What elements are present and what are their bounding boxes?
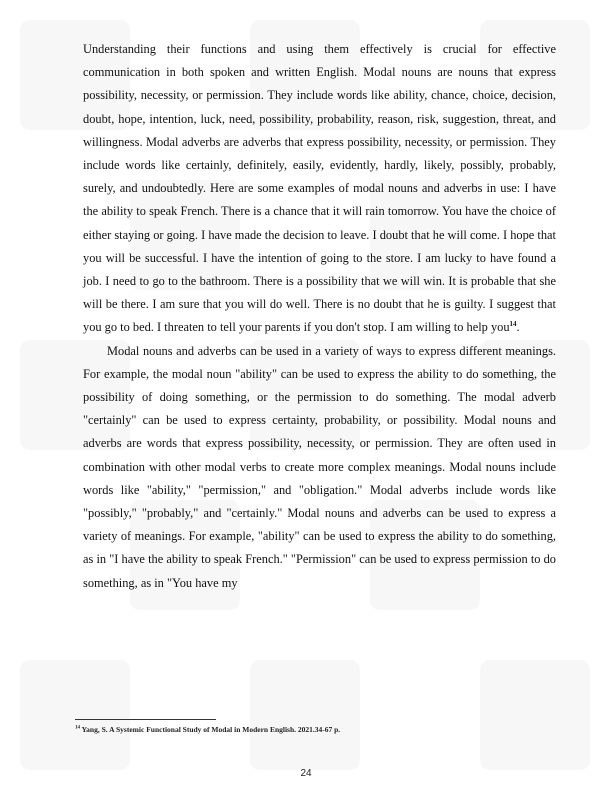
page-body bbox=[83, 38, 556, 595]
paragraph-1 bbox=[83, 38, 556, 340]
footnote bbox=[75, 725, 555, 735]
paragraph-2: Modal nouns and adverbs can be used in a variety of ways to express different meanings. For example, the modal noun "ability" can be used to express the ability to do something, the possibility of doing something, or the permission to do something. The modal adverb "certainly" can be used to express certainty, probability, or possibility. Modal nouns and adverbs are words that express possibility, necessity, or permission. They are often used in combination with other modal verbs to create more complex meanings. Modal nouns include words like "ability," "permission," and "obligation." Modal adverbs include words like "possibly," "probably," and "certainly." Modal nouns and adverbs can be used to express a variety of meanings. For example, "ability" can be used to express the ability to do something, as in "I have the ability to speak French." "Permission" can be used to express permission to do something, as in "You have my bbox=[83, 343, 556, 590]
paragraph-1-end: . bbox=[516, 320, 520, 335]
page-number: 24 bbox=[300, 768, 312, 779]
paragraph-1-text: Understanding their functions and using them effectively is crucial for effective communication in both spoken and written English. Modal nouns are nouns that express possibility, necessity, or permission. They include words like ability, chance, choice, decision, doubt, hope, intention, luck, need, possibility, probability, reason, risk, suggestion, threat, and willingness. Modal adverbs are adverbs that express possibility, necessity, or permission. They include words like certainly, definitely, easily, evidently, hardly, likely, possibly, probably, surely, and undoubtedly. Here are some examples of modal nouns and adverbs in use: I have the ability to speak French. There is a chance that it will rain tomorrow. You have the choice of either staying or going. I have made the decision to leave. I doubt that he will come. I hope that you will be successful. I have the intention of going to the store. I am lucky to have found a job. I need to go to the bathroom. There is a possibility that we will win. It is probable that she will be there. I am sure that you will do well. There is no doubt that he is guilty. I suggest that you go to bed. I threaten to tell your parents if you don't stop. I am willing to help you bbox=[83, 42, 556, 335]
footnote-reference[interactable]: 14 bbox=[509, 320, 517, 329]
footnote-divider bbox=[75, 719, 216, 720]
footnote-text: Yang, S. A Systemic Functional Study of Modal in Modern English. 2021.34-67 p. bbox=[80, 725, 341, 734]
footnote-marker: 14 bbox=[75, 725, 80, 731]
